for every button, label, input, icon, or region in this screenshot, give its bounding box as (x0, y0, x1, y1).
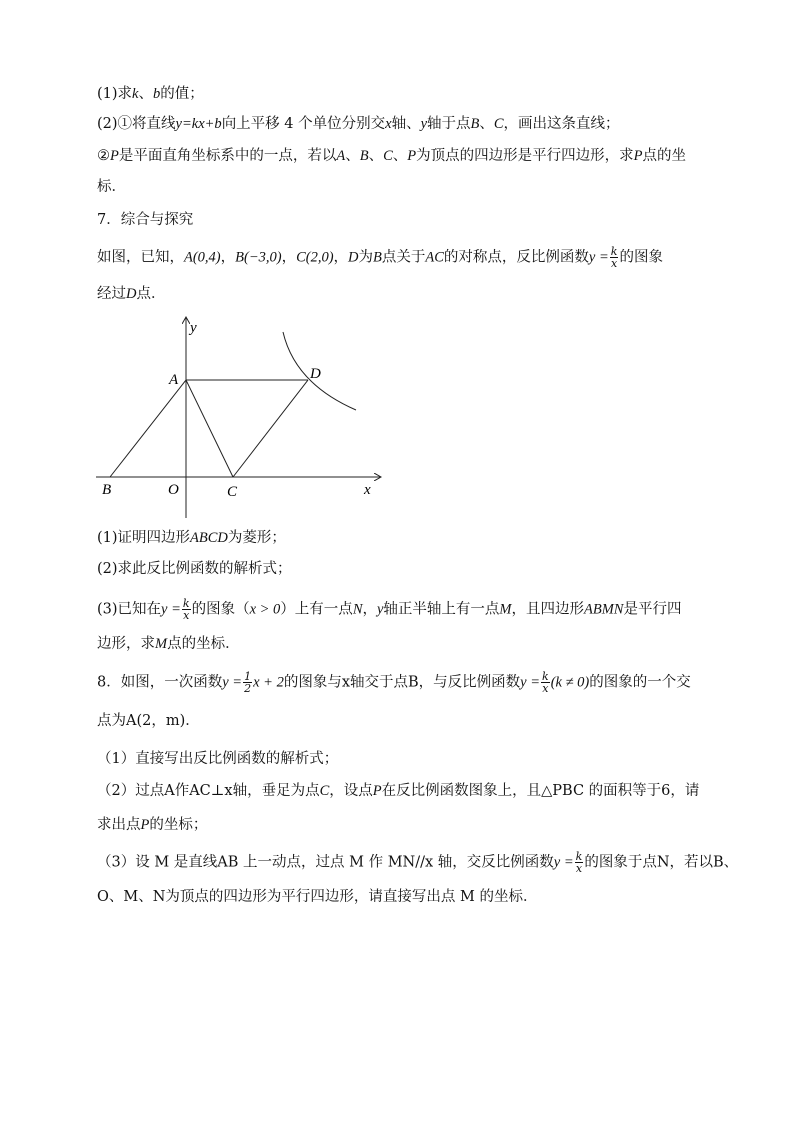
q8-intro (97, 671, 691, 694)
func-y: y = (588, 249, 609, 266)
text: ， (220, 249, 236, 266)
denominator: 2 (244, 682, 252, 695)
numerator: k (182, 597, 190, 610)
var-y: y (376, 601, 384, 618)
q6-part1 (97, 84, 204, 104)
denominator: x (575, 862, 583, 875)
fraction-1-over-2 (243, 671, 252, 694)
text: 轴、 (391, 116, 421, 132)
point-N: N (352, 601, 363, 618)
point-A: A (336, 148, 346, 164)
point-P: P (633, 148, 643, 164)
text: 点． (136, 286, 166, 302)
q7-intro-cont (97, 284, 165, 304)
text: 的坐标； (149, 817, 208, 833)
text: 的图象与x轴交于点B，与反比例函数 (283, 674, 521, 691)
text: 的图象于点N，若以B、 (584, 854, 739, 871)
text: 边形，求 (97, 636, 155, 652)
text: ， (281, 249, 297, 266)
denominator: x (542, 682, 549, 695)
text: 为顶点的四边形是平行四边形，求 (416, 148, 634, 164)
var-y: y (420, 116, 428, 132)
q7-part2: (2)求此反比例函数的解析式； (97, 561, 292, 577)
point-C: C (383, 148, 393, 164)
text: 向上平移 4 个单位分别交 (221, 116, 386, 132)
q8-part2 (97, 781, 699, 801)
func-y: y = (553, 854, 574, 871)
fraction-k-over-x (575, 851, 584, 874)
text: 经过 (97, 286, 126, 302)
point-C: C (493, 116, 504, 132)
point-P: P (110, 148, 119, 164)
text: 如图，已知， (97, 249, 184, 266)
numerator: k (575, 850, 583, 863)
segment-CD (233, 380, 308, 477)
text: 8．如图，一次函数 (97, 674, 223, 691)
text: （2）过点A作AC⊥x轴，垂足为点 (97, 783, 320, 799)
condition: x > 0 (249, 601, 281, 618)
segment-AC: AC (425, 249, 444, 266)
var-b: b (152, 86, 161, 102)
text: 轴正半轴上有一点 (383, 601, 500, 618)
text: 是平行四 (623, 601, 682, 618)
numerator: k (610, 245, 618, 258)
q7-part1 (97, 528, 286, 548)
point-A-coord: (2，m) (136, 713, 186, 729)
func-y: y = (161, 601, 181, 618)
text: 的图象的一个交 (589, 674, 691, 691)
func-y: y = (222, 674, 243, 691)
text: 的图象 (619, 249, 663, 266)
text: ，且四边形 (511, 601, 585, 618)
q7-title: 7．综合与探究 (97, 212, 194, 228)
point-C-coord: C(2,0) (296, 249, 334, 266)
quad-ABCD: ABCD (190, 530, 228, 546)
q6-part2 (97, 114, 620, 134)
text: ，画出这条直线； (503, 116, 620, 132)
text: 点为A (97, 713, 137, 729)
point-B: B (359, 148, 369, 164)
segment-AC (186, 380, 233, 477)
var-x: x (385, 116, 392, 132)
numerator: k (542, 670, 549, 683)
text: (3)已知在 (97, 601, 162, 618)
label-B: B (102, 482, 112, 498)
point-B-coord: B(−3,0) (235, 249, 282, 266)
segment-AB (110, 380, 186, 477)
label-C: C (227, 484, 238, 500)
func-y: y = (520, 674, 541, 691)
q8-part1: （1）直接写出反比例函数的解析式； (97, 751, 339, 767)
point-P: P (372, 783, 382, 799)
numerator: 1 (244, 670, 252, 683)
point-C: C (319, 783, 330, 799)
label-D: D (310, 366, 321, 382)
point-B: B (470, 116, 480, 132)
fraction-k-over-x (610, 246, 619, 269)
fraction-k-over-x (182, 598, 191, 621)
point-D: D (126, 286, 137, 302)
label-x: x (364, 482, 371, 498)
q8-part3 (97, 851, 738, 874)
text: ， (333, 249, 349, 266)
quad-ABMN: ABMN (584, 601, 624, 618)
text: ． (185, 713, 200, 729)
q8-intro-cont (97, 711, 200, 731)
q6-part3: ②P是平面直角坐标系中的一点，若以A、B、C、P为顶点的四边形是平行四边形，求P点的坐 (97, 148, 686, 164)
q8-part2-cont (97, 815, 207, 835)
text: 、 (138, 86, 153, 102)
text: (2)①将直线 (97, 116, 176, 132)
point-B: B (373, 249, 382, 266)
point-D: D (348, 249, 359, 266)
point-M: M (155, 636, 168, 652)
label-O: O (168, 482, 179, 498)
text: 、 (479, 116, 494, 132)
text: 的值； (160, 86, 204, 102)
q8-part3-cont: O、M、N为顶点的四边形为平行四边形，请直接写出点 M 的坐标． (97, 889, 538, 905)
q6-part3-cont: 标． (97, 179, 126, 195)
text: 、 (345, 148, 360, 164)
text: 点关于 (381, 249, 426, 266)
text: (1)求 (97, 86, 133, 102)
text: ，设点 (329, 783, 373, 799)
label-A: A (169, 372, 179, 388)
text: 、 (392, 148, 408, 164)
text: （3）设 M 是直线AB 上一动点，过点 M 作 MN//x 轴，交反比例函数 (97, 854, 554, 871)
condition: (k ≠ 0) (550, 674, 590, 691)
text: 、 (368, 148, 384, 164)
text: 在反比例函数图象上，且△PBC 的面积等于6，请 (381, 783, 700, 799)
denominator: x (611, 257, 618, 270)
label-y: y (190, 320, 197, 336)
q7-intro (97, 246, 663, 269)
equation: y=kx+b (175, 116, 222, 132)
text: 为菱形； (227, 530, 286, 546)
var-k: k (132, 86, 139, 102)
point-P: P (407, 148, 417, 164)
text: 点的坐 (642, 148, 686, 164)
text: 的对称点，反比例函数 (443, 249, 589, 266)
text: 轴于点 (427, 116, 471, 132)
q7-part3-cont (97, 634, 240, 654)
text: 是平面直角坐标系中的一点，若以 (118, 148, 337, 164)
text: 求出点 (97, 817, 141, 833)
text: (1)证明四边形 (97, 530, 191, 546)
denominator: x (183, 609, 190, 622)
q7-part3 (97, 598, 681, 621)
text: ）上有一点 (280, 601, 353, 618)
fraction-k-over-x (541, 671, 550, 694)
linear-term: x + 2 (253, 674, 284, 691)
point-M: M (499, 601, 512, 618)
rhombus-diagram (90, 310, 400, 525)
text: 的图象（ (191, 601, 250, 618)
text: 点的坐标． (167, 636, 240, 652)
text: ， (362, 601, 377, 618)
point-A-coord: A(0,4) (184, 249, 221, 266)
point-P: P (140, 817, 150, 833)
text: 为 (358, 249, 374, 266)
